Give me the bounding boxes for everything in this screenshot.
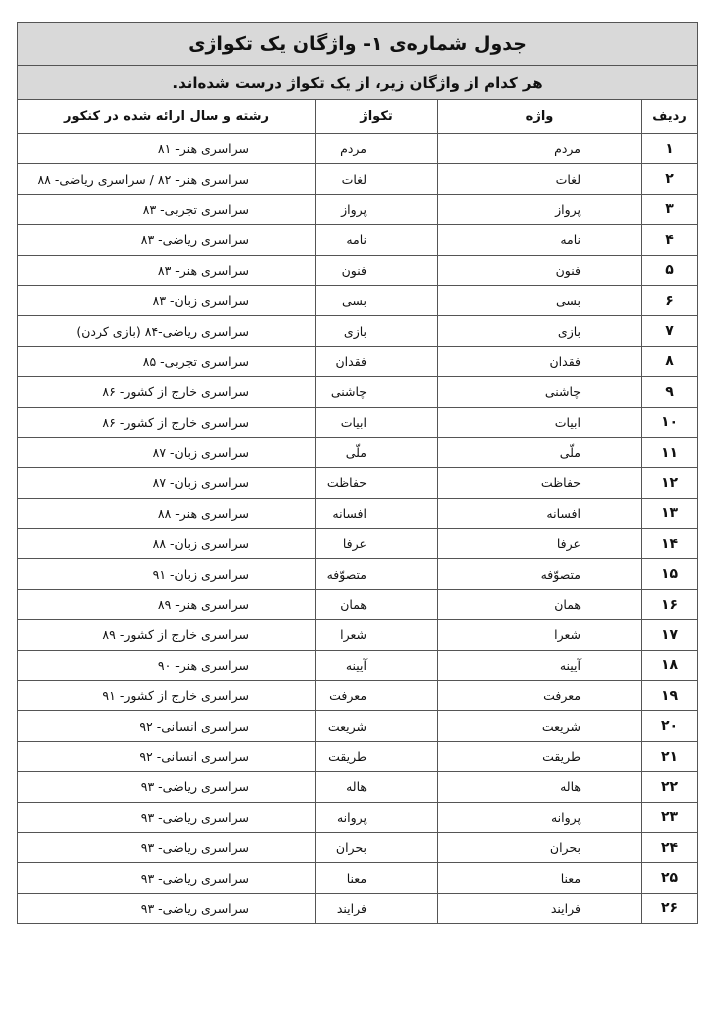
row-number: ۱۹ — [642, 681, 698, 711]
header-morpheme: تکواژ — [316, 100, 438, 134]
row-source: سراسری زبان- ۸۸ — [18, 529, 316, 559]
row-morpheme: حفاظت — [316, 468, 438, 498]
row-word: مردم — [438, 134, 642, 164]
row-source: سراسری هنر- ۹۰ — [18, 650, 316, 680]
row-number: ۱۶ — [642, 589, 698, 619]
table-row — [18, 681, 698, 711]
row-source: سراسری خارج از کشور- ۸۹ — [18, 620, 316, 650]
table-row — [18, 893, 698, 923]
row-source: سراسری ریاضی- ۹۳ — [18, 832, 316, 862]
row-morpheme: پروانه — [316, 802, 438, 832]
row-morpheme: طریقت — [316, 741, 438, 771]
row-morpheme: معرفت — [316, 681, 438, 711]
row-word: فقدان — [438, 346, 642, 376]
table-row — [18, 772, 698, 802]
row-number: ۸ — [642, 346, 698, 376]
row-morpheme: مردم — [316, 134, 438, 164]
row-word: بحران — [438, 832, 642, 862]
row-source: سراسری زبان- ۹۱ — [18, 559, 316, 589]
row-number: ۱۳ — [642, 498, 698, 528]
subtitle-row — [18, 66, 698, 100]
table-row — [18, 711, 698, 741]
row-word: آیینه — [438, 650, 642, 680]
row-morpheme: فقدان — [316, 346, 438, 376]
row-number: ۹ — [642, 377, 698, 407]
row-number: ۱۸ — [642, 650, 698, 680]
row-word: بسی — [438, 285, 642, 315]
header-word: واژه — [438, 100, 642, 134]
row-morpheme: ابیات — [316, 407, 438, 437]
row-morpheme: لغات — [316, 164, 438, 194]
row-morpheme: نامه — [316, 225, 438, 255]
row-morpheme: آیینه — [316, 650, 438, 680]
row-morpheme: ملّی — [316, 437, 438, 467]
row-number: ۱۲ — [642, 468, 698, 498]
row-word: حفاظت — [438, 468, 642, 498]
row-word: متصوّفه — [438, 559, 642, 589]
table-row — [18, 225, 698, 255]
table-row — [18, 134, 698, 164]
row-word: فرایند — [438, 893, 642, 923]
row-morpheme: بازی — [316, 316, 438, 346]
row-word: طریقت — [438, 741, 642, 771]
table-row — [18, 863, 698, 893]
row-source: سراسری هنر- ۸۱ — [18, 134, 316, 164]
row-word: پرواز — [438, 194, 642, 224]
row-word: ملّی — [438, 437, 642, 467]
row-morpheme: بسی — [316, 285, 438, 315]
row-word: فنون — [438, 255, 642, 285]
row-morpheme: پرواز — [316, 194, 438, 224]
row-number: ۲۶ — [642, 893, 698, 923]
table-row — [18, 529, 698, 559]
table-row — [18, 437, 698, 467]
row-source: سراسری ریاضی-۸۴ (بازی کردن) — [18, 316, 316, 346]
title-row — [18, 23, 698, 66]
row-source: سراسری خارج از کشور- ۸۶ — [18, 377, 316, 407]
table-row — [18, 620, 698, 650]
row-word: همان — [438, 589, 642, 619]
row-word: افسانه — [438, 498, 642, 528]
row-source: سراسری ریاضی- ۹۳ — [18, 802, 316, 832]
row-morpheme: افسانه — [316, 498, 438, 528]
row-source: سراسری زبان- ۸۷ — [18, 468, 316, 498]
row-word: هاله — [438, 772, 642, 802]
row-source: سراسری هنر- ۸۸ — [18, 498, 316, 528]
row-morpheme: فرایند — [316, 893, 438, 923]
header-row — [18, 100, 698, 134]
row-word: پروانه — [438, 802, 642, 832]
row-word: شریعت — [438, 711, 642, 741]
row-morpheme: بحران — [316, 832, 438, 862]
row-number: ۳ — [642, 194, 698, 224]
row-number: ۲۴ — [642, 832, 698, 862]
row-morpheme: چاشنی — [316, 377, 438, 407]
row-number: ۱۰ — [642, 407, 698, 437]
row-number: ۱۵ — [642, 559, 698, 589]
row-source: سراسری خارج از کشور- ۹۱ — [18, 681, 316, 711]
row-source: سراسری ریاضی- ۹۳ — [18, 863, 316, 893]
row-number: ۲۳ — [642, 802, 698, 832]
row-number: ۲۲ — [642, 772, 698, 802]
row-morpheme: فنون — [316, 255, 438, 285]
row-number: ۶ — [642, 285, 698, 315]
row-word: بازی — [438, 316, 642, 346]
row-number: ۴ — [642, 225, 698, 255]
row-source: سراسری ریاضی- ۹۳ — [18, 772, 316, 802]
morpheme-table — [17, 22, 698, 924]
row-source: سراسری انسانی- ۹۲ — [18, 741, 316, 771]
row-word: معرفت — [438, 681, 642, 711]
table-row — [18, 194, 698, 224]
row-morpheme: عرفا — [316, 529, 438, 559]
row-word: عرفا — [438, 529, 642, 559]
table-row — [18, 377, 698, 407]
table-row — [18, 832, 698, 862]
header-num: ردیف — [642, 100, 698, 134]
row-number: ۷ — [642, 316, 698, 346]
row-source: سراسری تجربی- ۸۳ — [18, 194, 316, 224]
row-source: سراسری ریاضی- ۹۳ — [18, 893, 316, 923]
table-row — [18, 346, 698, 376]
row-number: ۲۰ — [642, 711, 698, 741]
row-source: سراسری زبان- ۸۷ — [18, 437, 316, 467]
table-row — [18, 255, 698, 285]
table-row — [18, 468, 698, 498]
row-word: معنا — [438, 863, 642, 893]
row-morpheme: شعرا — [316, 620, 438, 650]
header-source: رشته و سال ارائه شده در کنکور — [18, 100, 316, 134]
row-word: چاشنی — [438, 377, 642, 407]
table-row — [18, 285, 698, 315]
row-source: سراسری هنر- ۸۳ — [18, 255, 316, 285]
row-source: سراسری تجربی- ۸۵ — [18, 346, 316, 376]
row-number: ۵ — [642, 255, 698, 285]
table-row — [18, 559, 698, 589]
table-row — [18, 650, 698, 680]
row-morpheme: هاله — [316, 772, 438, 802]
row-morpheme: شریعت — [316, 711, 438, 741]
table-row — [18, 741, 698, 771]
row-source: سراسری ریاضی- ۸۳ — [18, 225, 316, 255]
row-number: ۲۱ — [642, 741, 698, 771]
table-row — [18, 802, 698, 832]
row-source: سراسری هنر- ۸۹ — [18, 589, 316, 619]
row-word: نامه — [438, 225, 642, 255]
row-word: شعرا — [438, 620, 642, 650]
row-number: ۱۱ — [642, 437, 698, 467]
row-word: لغات — [438, 164, 642, 194]
row-morpheme: متصوّفه — [316, 559, 438, 589]
row-number: ۲۵ — [642, 863, 698, 893]
row-word: ابیات — [438, 407, 642, 437]
table-title: جدول شماره‌ی ۱- واژگان یک تکواژی — [18, 23, 698, 66]
row-number: ۱۴ — [642, 529, 698, 559]
table-row — [18, 498, 698, 528]
row-number: ۱ — [642, 134, 698, 164]
row-morpheme: معنا — [316, 863, 438, 893]
row-source: سراسری زبان- ۸۳ — [18, 285, 316, 315]
row-source: سراسری هنر- ۸۲ / سراسری ریاضی- ۸۸ — [18, 164, 316, 194]
row-number: ۲ — [642, 164, 698, 194]
table-row — [18, 407, 698, 437]
row-source: سراسری خارج از کشور- ۸۶ — [18, 407, 316, 437]
row-morpheme: همان — [316, 589, 438, 619]
table-row — [18, 164, 698, 194]
table-row — [18, 316, 698, 346]
table-subtitle: هر کدام از واژگان زیر، از یک تکواژ درست شده‌اند. — [18, 66, 698, 100]
row-source: سراسری انسانی- ۹۲ — [18, 711, 316, 741]
row-number: ۱۷ — [642, 620, 698, 650]
table-row — [18, 589, 698, 619]
